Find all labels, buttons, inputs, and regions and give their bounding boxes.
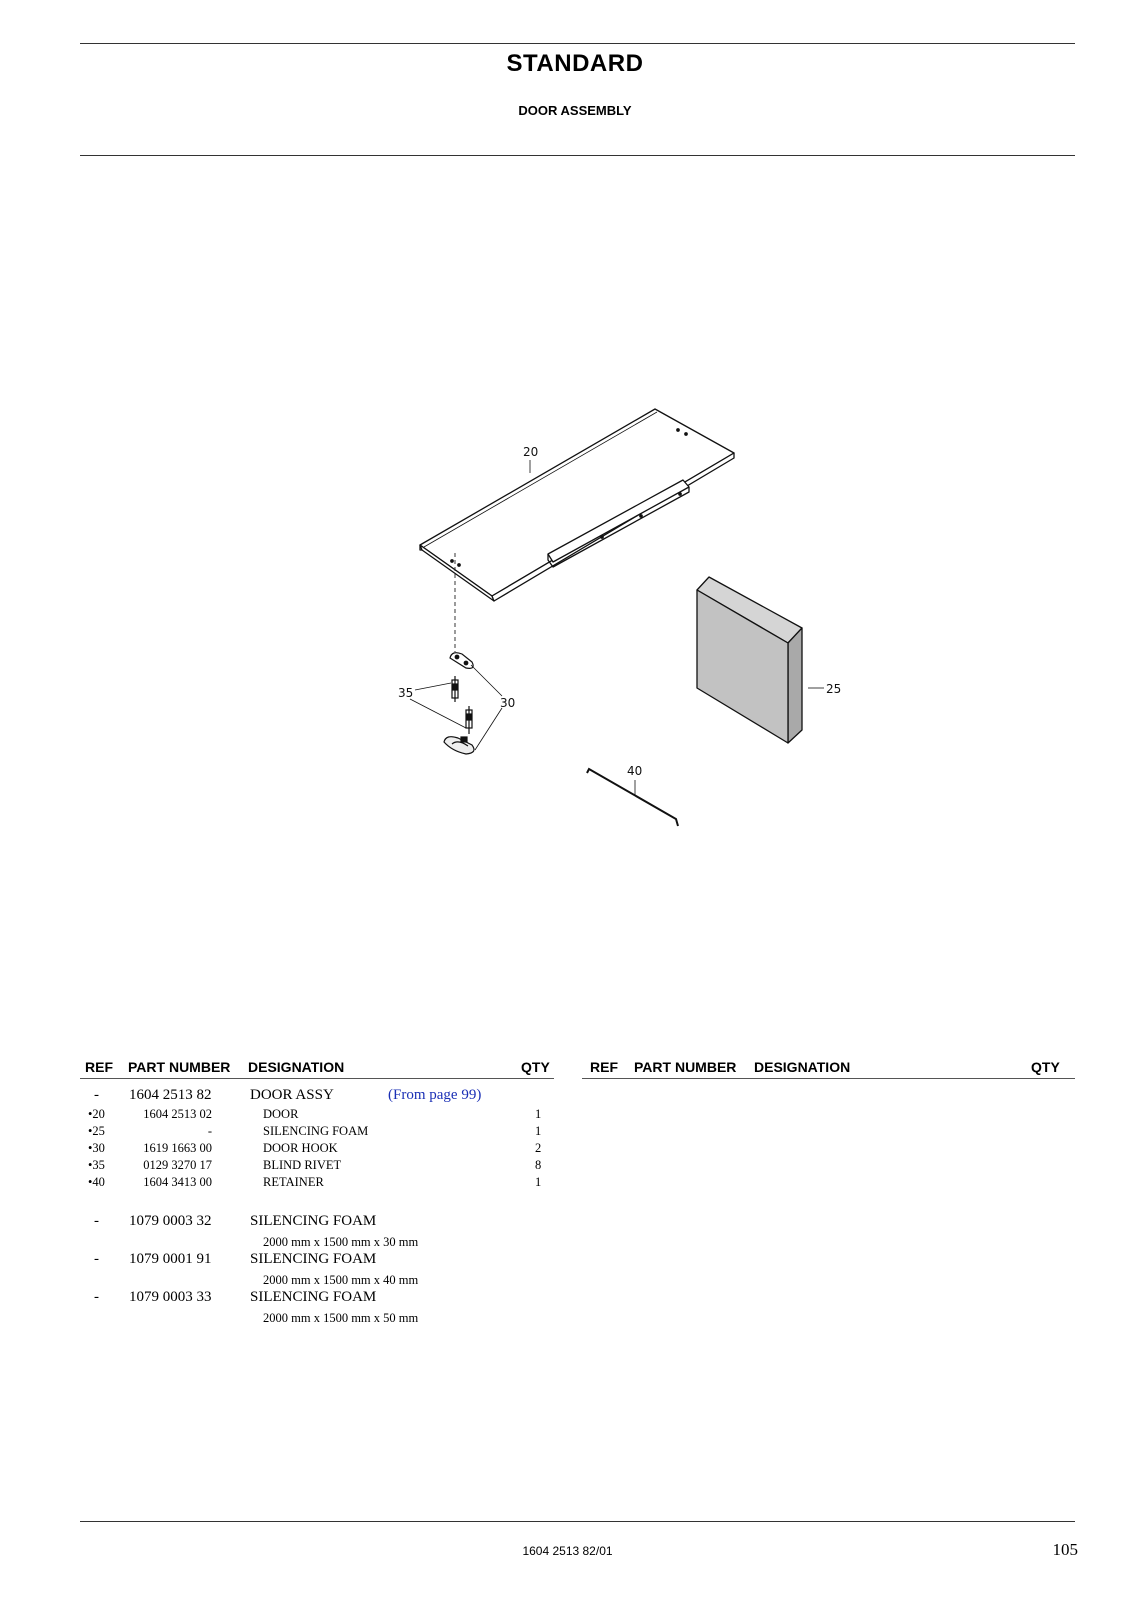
part-number-cell: 1604 2513 82 xyxy=(129,1087,212,1103)
ref-cell: •40 xyxy=(88,1175,105,1189)
designation-cell: BLIND RIVET xyxy=(263,1158,342,1172)
page-subtitle: DOOR ASSEMBLY xyxy=(518,103,632,118)
page-title: STANDARD xyxy=(506,50,644,77)
callout-20: 20 xyxy=(523,445,539,459)
door-panel xyxy=(420,409,734,601)
part-number-cell: 1604 2513 02 xyxy=(143,1107,212,1121)
col-header-part-number: PART NUMBER xyxy=(128,1059,231,1075)
designation-cell: SILENCING FOAM xyxy=(263,1124,369,1138)
designation-cell: RETAINER xyxy=(263,1175,324,1189)
designation-cell: DOOR ASSY xyxy=(250,1087,334,1103)
ref-cell: •25 xyxy=(88,1124,105,1138)
qty-cell: 1 xyxy=(535,1124,542,1138)
table-header-rule-left xyxy=(80,1078,554,1079)
footer-rule xyxy=(80,1521,1075,1522)
ref-cell: - xyxy=(94,1251,99,1267)
qty-cell: 8 xyxy=(535,1158,542,1172)
part-number-cell: 0129 3270 17 xyxy=(143,1158,212,1172)
table-header-rule-right xyxy=(582,1078,1075,1079)
callout-25: 25 xyxy=(826,682,842,696)
blind-rivet xyxy=(452,676,472,734)
designation-cell: SILENCING FOAM xyxy=(250,1289,377,1305)
col-header-qty: QTY xyxy=(521,1059,550,1075)
ref-cell: •30 xyxy=(88,1141,105,1155)
part-number-cell: 1079 0001 91 xyxy=(129,1251,212,1267)
qty-cell: 1 xyxy=(535,1175,542,1189)
ref-cell: •35 xyxy=(88,1158,105,1172)
col-header-ref: REF xyxy=(85,1059,113,1075)
qty-cell: 1 xyxy=(535,1107,542,1121)
part-number-cell: - xyxy=(207,1124,212,1138)
page-number: 105 xyxy=(1052,1540,1078,1559)
door-hook xyxy=(444,653,474,754)
ref-cell: - xyxy=(94,1213,99,1229)
part-number-cell: 1079 0003 33 xyxy=(129,1289,212,1305)
qty-cell: 2 xyxy=(535,1141,542,1155)
dimension-note: 2000 mm x 1500 mm x 50 mm xyxy=(263,1311,419,1325)
designation-cell: DOOR xyxy=(263,1107,299,1121)
col-header-designation: DESIGNATION xyxy=(248,1059,345,1075)
col-header-ref-right: REF xyxy=(590,1059,618,1075)
designation-cell: SILENCING FOAM xyxy=(250,1213,377,1229)
document-id: 1604 2513 82/01 xyxy=(522,1544,613,1558)
ref-cell: - xyxy=(94,1289,99,1305)
dimension-note: 2000 mm x 1500 mm x 40 mm xyxy=(263,1273,419,1287)
dimension-note: 2000 mm x 1500 mm x 30 mm xyxy=(263,1235,419,1249)
designation-cell: SILENCING FOAM xyxy=(250,1251,377,1267)
col-header-part-number-right: PART NUMBER xyxy=(634,1059,737,1075)
part-number-cell: 1079 0003 32 xyxy=(129,1213,212,1229)
silencing-foam-block xyxy=(697,577,802,743)
col-header-qty-right: QTY xyxy=(1031,1059,1060,1075)
callout-35: 35 xyxy=(398,686,414,700)
part-number-cell: 1619 1663 00 xyxy=(143,1141,212,1155)
callout-30: 30 xyxy=(500,696,516,710)
designation-cell: DOOR HOOK xyxy=(263,1141,338,1155)
part-number-cell: 1604 3413 00 xyxy=(143,1175,212,1189)
col-header-designation-right: DESIGNATION xyxy=(754,1059,851,1075)
ref-cell: •20 xyxy=(88,1107,105,1121)
ref-cell: - xyxy=(94,1087,99,1103)
callout-40: 40 xyxy=(627,764,643,778)
cross-reference-link[interactable]: (From page 99) xyxy=(388,1087,482,1103)
